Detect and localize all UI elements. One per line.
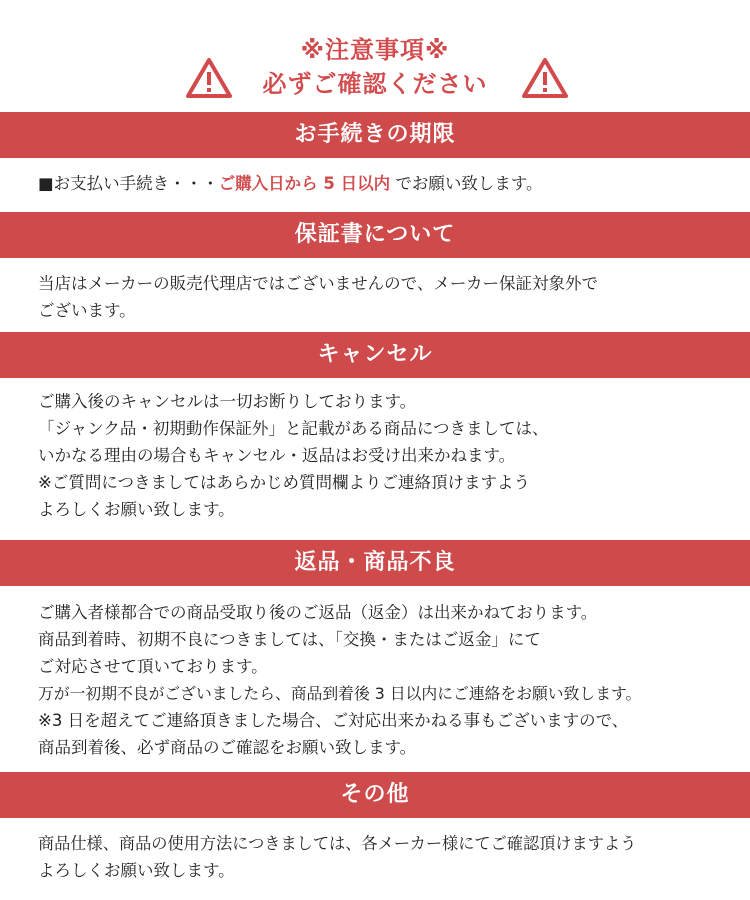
returns-line-4: 万が一初期不良がございましたら、商品到着後 3 日以内にご連絡をお願い致します。: [38, 684, 642, 703]
section-heading-warranty: 保証書について: [0, 212, 750, 258]
section-heading-deadline: お手続きの期限: [0, 112, 750, 158]
notice-header: [0, 0, 750, 108]
deadline-prefix: ■お支払い手続き・・・: [38, 174, 219, 193]
returns-line-1: ご購入者様都合での商品受取り後のご返品（返金）は出来かねております。: [38, 603, 598, 622]
warning-triangle-icon: [522, 57, 568, 99]
deadline-suffix: でお願い致します。: [395, 174, 543, 193]
warranty-line-2: ございます。: [38, 301, 136, 320]
notice-title: ※注意事項※: [300, 36, 450, 64]
section-heading-other: その他: [0, 772, 750, 818]
returns-line-3: ご対応させて頂いております。: [38, 657, 268, 676]
returns-line-6: 商品到着後、必ず商品のご確認をお願い致します。: [38, 738, 417, 757]
other-line-1: 商品仕様、商品の使用方法につきましては、各メーカー様にてご確認頂けますよう: [38, 834, 637, 853]
cancel-line-4: ※ご質問につきましてはあらかじめ質問欄よりご連絡頂けますよう: [38, 473, 530, 492]
other-line-2: よろしくお願い致します。: [38, 861, 235, 880]
cancel-line-5: よろしくお願い致します。: [38, 500, 235, 519]
section-heading-cancel: キャンセル: [0, 332, 750, 378]
returns-line-2: 商品到着時、初期不良につきましては、「交換・またはご返金」にて: [38, 630, 541, 649]
cancel-line-1: ご購入後のキャンセルは一切お断りしております。: [38, 392, 417, 411]
returns-line-5: ※3 日を超えてご連絡頂きました場合、ご対応出来かねる事もございますので、: [38, 711, 629, 730]
notice-subtitle: 必ずご確認ください: [262, 70, 488, 98]
warranty-line-1: 当店はメーカーの販売代理店ではございませんので、メーカー保証対象外で: [38, 274, 599, 293]
deadline-highlight: ご購入日から 5 日以内: [218, 174, 391, 193]
cancel-line-2: 「ジャンク品・初期動作保証外」と記載がある商品につきましては、: [38, 419, 549, 438]
cancel-line-3: いかなる理由の場合もキャンセル・返品はお受け出来かねます。: [38, 446, 516, 465]
section-heading-returns: 返品・商品不良: [0, 540, 750, 586]
deadline-text: [38, 170, 543, 197]
